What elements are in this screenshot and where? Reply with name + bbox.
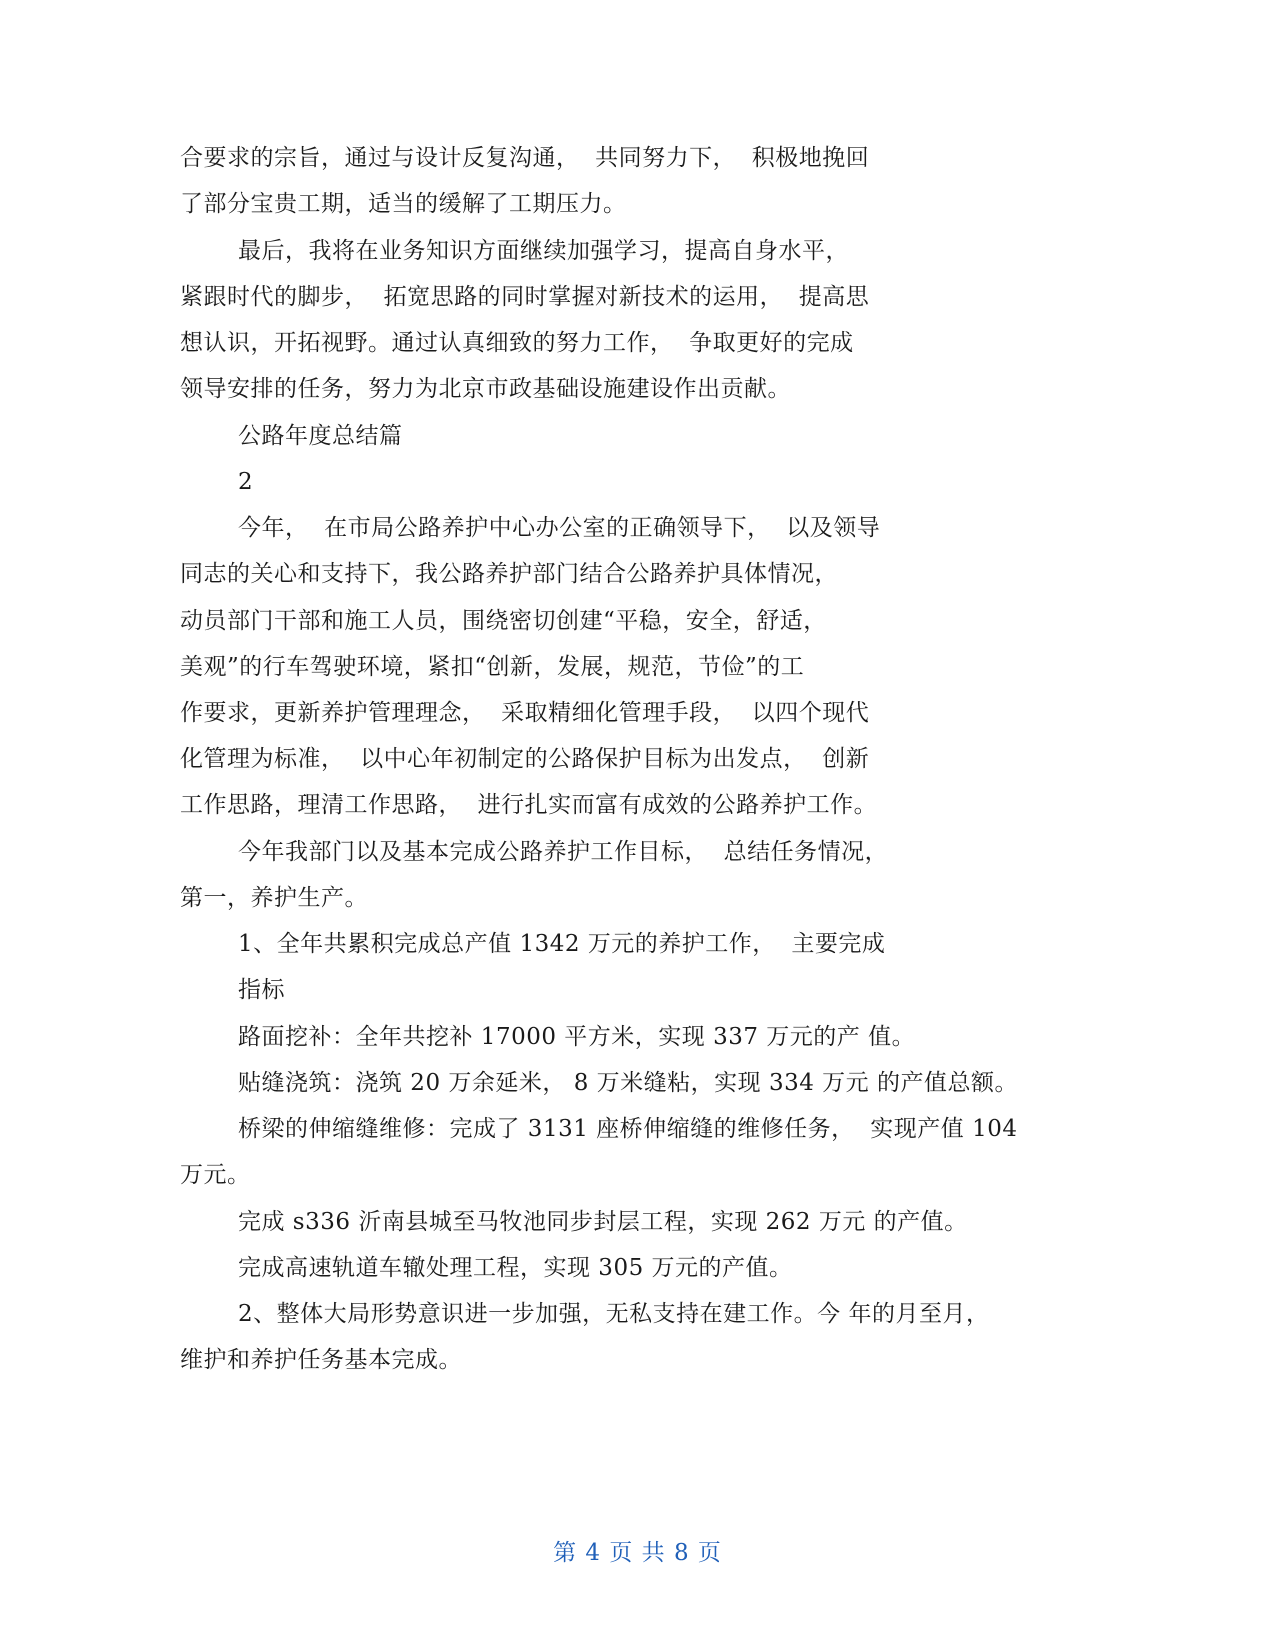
body-line: 1、全年共累积完成总产值 1342 万元的养护工作， 主要完成: [238, 931, 886, 957]
body-line: 今年， 在市局公路养护中心办公室的正确领导下， 以及领导: [238, 515, 881, 541]
body-line: 想认识，开拓视野。通过认真细致的努力工作， 争取更好的完成: [180, 330, 854, 356]
body-line: 最后，我将在业务知识方面继续加强学习，提高自身水平，: [238, 238, 849, 264]
body-line: 同志的关心和支持下，我公路养护部门结合公路养护具体情况，: [180, 561, 838, 587]
body-line: 动员部门干部和施工人员，围绕密切创建“平稳，安全，舒适，: [180, 608, 827, 634]
body-line: 万元。: [180, 1162, 251, 1188]
body-line: 紧跟时代的脚步， 拓宽思路的同时掌握对新技术的运用， 提高思: [180, 284, 870, 310]
body-line: 工作思路，理清工作思路， 进行扎实而富有成效的公路养护工作。: [180, 792, 878, 818]
body-line: 指标: [238, 977, 285, 1003]
body-line: 今年我部门以及基本完成公路养护工作目标， 总结任务情况，: [238, 839, 889, 865]
body-line: 化管理为标准， 以中心年初制定的公路保护目标为出发点， 创新: [180, 746, 870, 772]
body-line: 2、整体大局形势意识进一步加强，无私支持在建工作。今 年的月至月，: [238, 1301, 990, 1327]
body-line: 领导安排的任务，努力为北京市政基础设施建设作出贡献。: [180, 376, 791, 402]
body-line: 合要求的宗旨，通过与设计反复沟通， 共同努力下， 积极地挽回: [180, 145, 870, 171]
body-line: 完成 s336 沂南县城至马牧池同步封层工程，实现 262 万元 的产值。: [238, 1209, 968, 1235]
body-line: 完成高速轨道车辙处理工程，实现 305 万元的产值。: [238, 1255, 793, 1281]
body-line: 美观”的行车驾驶环境，紧扣“创新，发展，规范，节俭”的工: [180, 654, 805, 680]
body-line: 第一，养护生产。: [180, 885, 368, 911]
body-line: 贴缝浇筑：浇筑 20 万余延米， 8 万米缝粘，实现 334 万元 的产值总额。: [238, 1070, 1018, 1096]
body-line: 了部分宝贵工期，适当的缓解了工期压力。: [180, 191, 627, 217]
section-number: 2: [238, 469, 254, 495]
page-number-footer: 第 4 页 共 8 页: [553, 1540, 722, 1566]
body-line: 桥梁的伸缩缝维修：完成了 3131 座桥伸缩缝的维修任务， 实现产值 104: [238, 1116, 1018, 1142]
body-line: 作要求，更新养护管理理念， 采取精细化管理手段， 以四个现代: [180, 700, 870, 726]
body-line: 路面挖补：全年共挖补 17000 平方米，实现 337 万元的产 值。: [238, 1024, 916, 1050]
body-line: 维护和养护任务基本完成。: [180, 1347, 462, 1373]
section-title: 公路年度总结篇: [238, 423, 403, 449]
